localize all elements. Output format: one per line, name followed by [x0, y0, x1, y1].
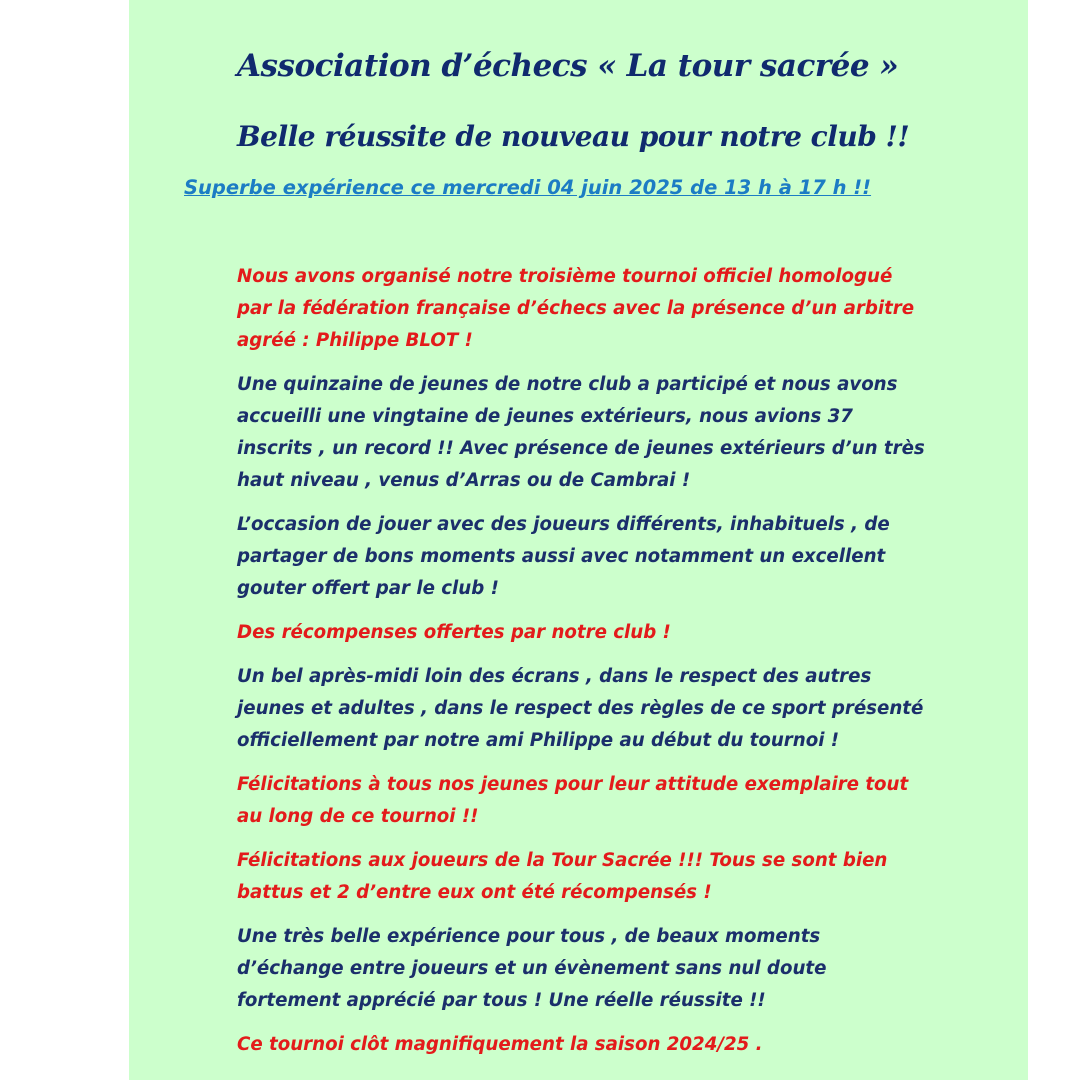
document-subtitle: Belle réussite de nouveau pour notre club !!	[237, 120, 910, 153]
article-body	[237, 261, 927, 1073]
paragraph-occasion: L’occasion de jouer avec des joueurs différents, inhabituels , de partager de bons moments aussi avec notamment un excellent gouter offert par le club !	[237, 514, 890, 599]
paragraph-season-close: Ce tournoi clôt magnifiquement la saison 2024/25 .	[237, 1034, 763, 1055]
paragraph-experience: Une très belle expérience pour tous , de beaux moments d’échange entre joueurs et un évènement sans nul doute fortement apprécié par tous ! Une réelle réussite !!	[237, 926, 827, 1011]
paragraph-tournament-intro: Nous avons organisé notre troisième tournoi officiel homologué par la fédération française d’échecs avec la présence d’un arbitre agréé : Philippe BLOT !	[237, 266, 915, 351]
paragraph-congrats-youth: Félicitations à tous nos jeunes pour leur attitude exemplaire tout au long de ce tournoi !!	[237, 774, 909, 827]
paragraph-afternoon: Un bel après-midi loin des écrans , dans le respect des autres jeunes et adultes , dans le respect des règles de ce sport présenté officiellement par notre ami Philippe au début du tournoi !	[237, 666, 924, 751]
paragraph-rewards: Des récompenses offertes par notre club !	[237, 622, 671, 643]
paragraph-participants: Une quinzaine de jeunes de notre club a participé et nous avons accueilli une vingtaine de jeunes extérieurs, nous avions 37 inscrits , un record !! Avec présence de jeunes extérieurs d’un très haut niveau , venus d’Arras ou de Cambrai !	[237, 374, 925, 491]
document-title: Association d’échecs « La tour sacrée »	[237, 48, 899, 84]
paragraph-congrats-players: Félicitations aux joueurs de la Tour Sacrée !!! Tous se sont bien battus et 2 d’entre eux ont été récompensés !	[237, 850, 888, 903]
document-page	[129, 0, 1028, 1080]
event-date-line: Superbe expérience ce mercredi 04 juin 2025 de 13 h à 17 h !!	[184, 176, 872, 199]
